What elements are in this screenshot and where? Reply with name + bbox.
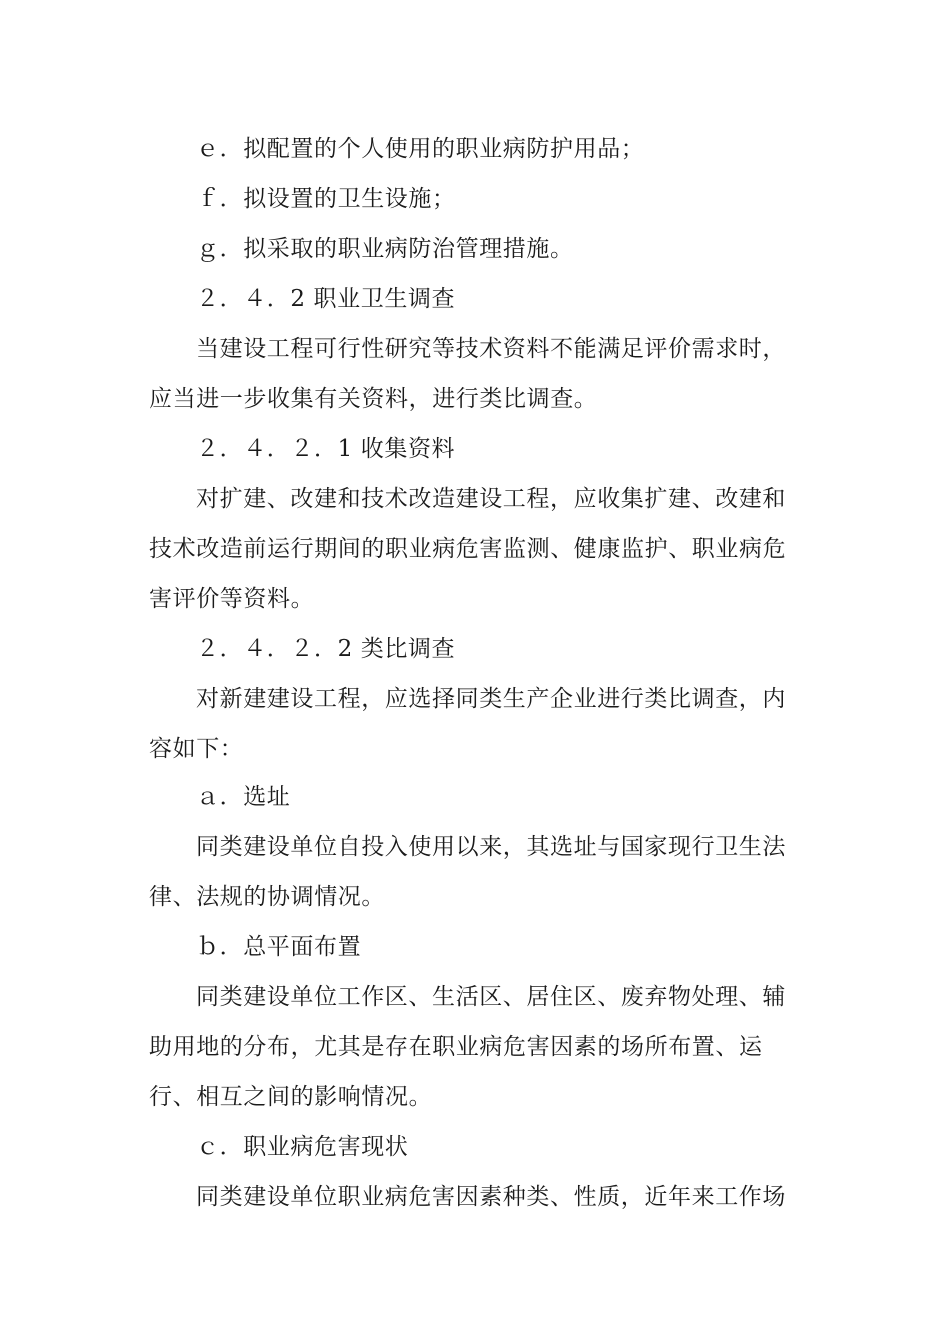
paragraph-line: 技术改造前运行期间的职业病危害监测、健康监护、职业病危	[149, 536, 787, 562]
paragraph-line: 容如下：	[149, 736, 244, 762]
list-item-g: ｇ．拟采取的职业病防治管理措施。	[196, 236, 574, 262]
paragraph-line: 同类建设单位自投入使用以来，其选址与国家现行卫生法	[196, 834, 786, 860]
paragraph-line: 同类建设单位职业病危害因素种类、性质，近年来工作场	[196, 1184, 786, 1210]
paragraph-line: 律、法规的协调情况。	[149, 884, 385, 910]
paragraph-line: 对新建建设工程，应选择同类生产企业进行类比调查，内	[196, 686, 786, 712]
list-item-a: ａ．选址	[196, 784, 291, 810]
section-heading-2-4-2-1: ２．４．２．1 收集资料	[196, 436, 456, 462]
paragraph-line: 同类建设单位工作区、生活区、居住区、废弃物处理、辅	[196, 984, 786, 1010]
paragraph-line: 害评价等资料。	[149, 586, 315, 612]
section-heading-2-4-2-2: ２．４．２．2 类比调查	[196, 636, 456, 662]
paragraph-line: 当建设工程可行性研究等技术资料不能满足评价需求时，	[196, 336, 786, 362]
paragraph-line: 对扩建、改建和技术改造建设工程，应收集扩建、改建和	[196, 486, 786, 512]
list-item-e: ｅ．拟配置的个人使用的职业病防护用品；	[196, 136, 645, 162]
paragraph-line: 行、相互之间的影响情况。	[149, 1084, 433, 1110]
section-heading-2-4-2: ２．４．2 职业卫生调查	[196, 286, 456, 312]
list-item-f: ｆ．拟设置的卫生设施；	[196, 186, 456, 212]
list-item-c: ｃ．职业病危害现状	[196, 1134, 409, 1160]
paragraph-line: 应当进一步收集有关资料，进行类比调查。	[149, 386, 598, 412]
list-item-b: ｂ．总平面布置	[196, 934, 362, 960]
paragraph-line: 助用地的分布，尤其是存在职业病危害因素的场所布置、运	[149, 1034, 763, 1060]
